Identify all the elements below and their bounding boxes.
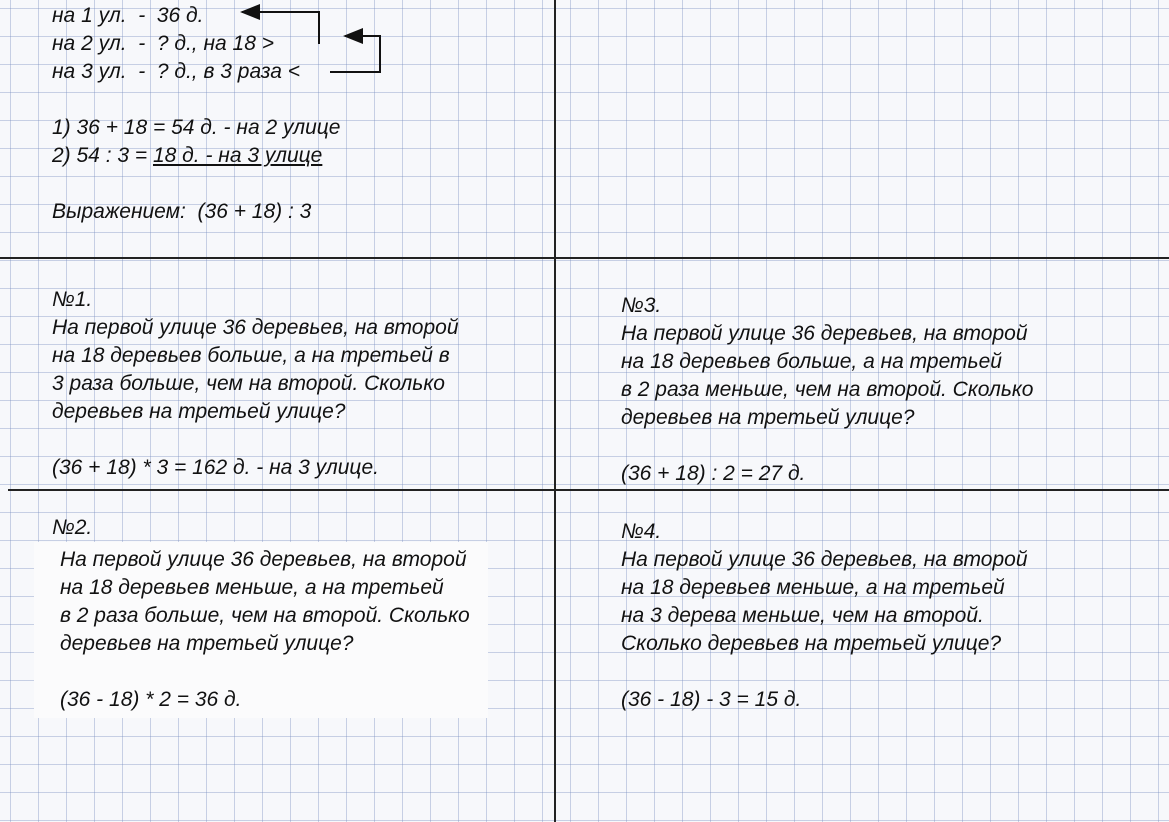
task-number: №1. xyxy=(52,288,93,311)
solution-step-2-answer: 18 д. - на 3 улице xyxy=(152,144,323,167)
task-2-body xyxy=(34,542,488,718)
task-text-line: Сколько деревьев на третьей улице? xyxy=(621,632,1002,655)
task-text-line: в 2 раза больше, чем на второй. Сколько xyxy=(60,604,470,627)
solution-step-1: 1) 36 + 18 = 54 д. - на 2 улице xyxy=(52,116,341,139)
task-text-line: деревьев на третьей улице? xyxy=(60,632,354,655)
task-solution: (36 - 18) - 3 = 15 д. xyxy=(621,688,802,711)
task-solution: (36 - 18) * 2 = 36 д. xyxy=(60,688,242,711)
arrow-street3-to-street2 xyxy=(330,36,380,72)
task-text-line: на 18 деревьев меньше, а на третьей xyxy=(60,576,444,599)
task-number: №2. xyxy=(52,516,93,539)
task-text-line: На первой улице 36 деревьев, на второй xyxy=(60,548,467,571)
task-text-line: на 18 деревьев меньше, а на третьей xyxy=(621,576,1005,599)
task-text-line: деревьев на третьей улице? xyxy=(52,400,346,423)
task-4 xyxy=(621,518,1028,714)
condition-line-2: на 2 ул. - ? д., на 18 > xyxy=(52,32,275,55)
solution-step-2 xyxy=(52,142,322,170)
task-text-line: На первой улице 36 деревьев, на второй xyxy=(621,322,1028,345)
task-number: №3. xyxy=(621,294,662,317)
arrow-street2-to-street1 xyxy=(242,12,319,44)
task-text-line: на 3 дерева меньше, чем на второй. xyxy=(621,604,984,627)
solution-step-2-prefix: 2) 54 : 3 = xyxy=(52,144,153,167)
task-text-line: на 18 деревьев больше, а на третьей xyxy=(621,350,1002,373)
task-text-line: На первой улице 36 деревьев, на второй xyxy=(621,548,1028,571)
task-1 xyxy=(52,286,459,482)
condition-line-1: на 1 ул. - 36 д. xyxy=(52,4,204,27)
task-text-line: 3 раза больше, чем на второй. Сколько xyxy=(52,372,445,395)
task-text-line: в 2 раза меньше, чем на второй. Сколько xyxy=(621,378,1034,401)
task-text-line: на 18 деревьев больше, а на третьей в xyxy=(52,344,450,367)
task-number: №4. xyxy=(621,520,662,543)
expression-line: Выражением: (36 + 18) : 3 xyxy=(52,200,312,223)
task-2 xyxy=(52,514,488,718)
task-solution: (36 + 18) : 2 = 27 д. xyxy=(621,462,806,485)
condition-line-3: на 3 ул. - ? д., в 3 раза < xyxy=(52,60,300,83)
task-text-line: На первой улице 36 деревьев, на второй xyxy=(52,316,459,339)
task-text-line: деревьев на третьей улице? xyxy=(621,406,915,429)
task-solution: (36 + 18) * 3 = 162 д. - на 3 улице. xyxy=(52,456,379,479)
task-3 xyxy=(621,292,1033,488)
